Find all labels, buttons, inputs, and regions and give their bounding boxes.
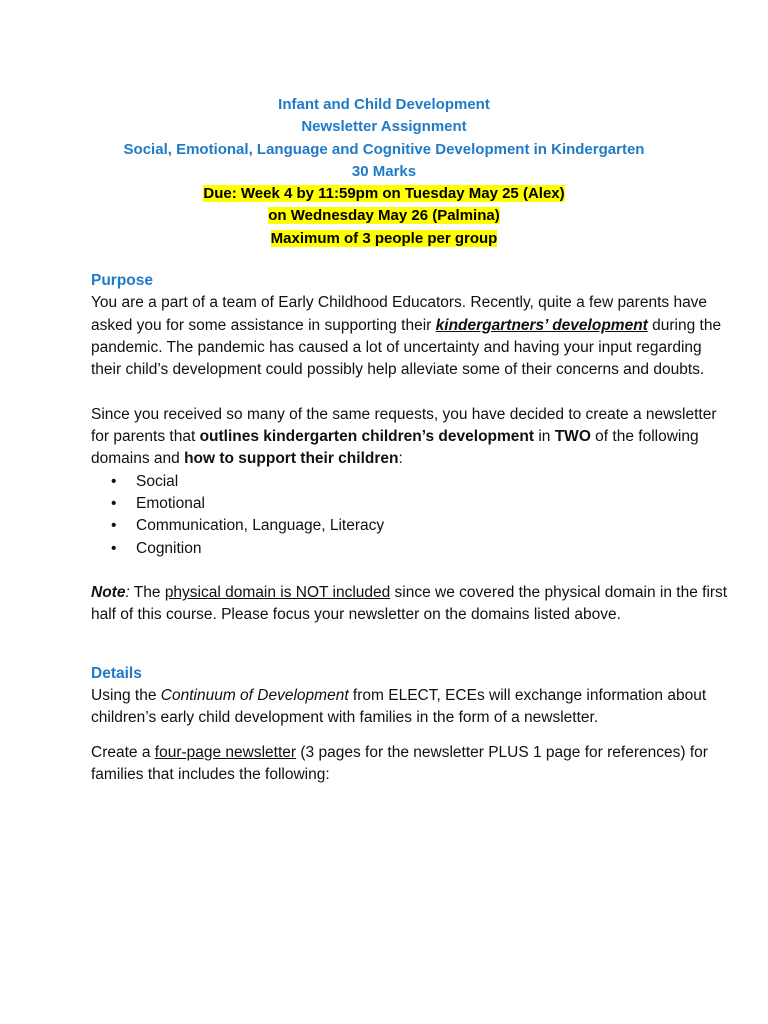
- list-item: • Emotional: [111, 493, 731, 515]
- due-date-highlight-2: on Wednesday May 26 (Palmina): [268, 207, 500, 225]
- bullet-icon: •: [111, 539, 117, 557]
- details-paragraph-1: Using the Continuum of Development from ELECT, ECEs will exchange information about children’s early child development with families in the form of a newsletter.: [91, 687, 707, 727]
- paragraph-gap: [91, 730, 731, 742]
- kindergartners-development-emphasis: kindergartners’ development: [435, 316, 648, 334]
- four-page-newsletter: four-page newsletter: [154, 743, 297, 761]
- domain-list: [91, 471, 731, 560]
- purpose-paragraph-2: Since you received so many of the same requests, you have decided to create a newsletter for parents that outlines kindergarten children’s development in TWO of the following domains and how to support their children:: [91, 405, 717, 468]
- note-paragraph: Note: The physical domain is NOT included since we covered the physical domain in the first half of this course. Please focus your newsletter on the domains listed above.: [91, 584, 728, 624]
- group-limit-line: [0, 228, 768, 250]
- purpose-heading: Purpose: [91, 272, 154, 289]
- section-gap: [91, 627, 731, 663]
- bullet-icon: •: [111, 472, 117, 490]
- list-item: • Social: [111, 471, 731, 493]
- group-limit-highlight: Maximum of 3 people per group: [270, 229, 498, 247]
- continuum-of-development: Continuum of Development: [160, 687, 349, 705]
- list-item: • Communication, Language, Literacy: [111, 515, 731, 537]
- list-item: • Cognition: [111, 538, 731, 560]
- paragraph-gap: [91, 381, 731, 403]
- note-label: Note: [91, 584, 126, 602]
- due-date-line-2: [0, 205, 768, 227]
- details-paragraph-2: Create a four-page newsletter (3 pages for the newsletter PLUS 1 page for references) for families that includes the following:: [91, 743, 708, 783]
- assignment-header: [0, 94, 768, 250]
- bullet-icon: •: [111, 494, 117, 512]
- course-title: Infant and Child Development: [278, 96, 490, 113]
- purpose-paragraph-1: You are a part of a team of Early Childhood Educators. Recently, quite a few parents have asked you for some assistance in supporting their kindergartners’ development during the pandemic. The pandemic has caused a lot of uncertainty and having your input regarding their child’s development could possibly help alleviate some of their concerns and doubts.: [91, 294, 722, 379]
- paragraph-gap: [91, 560, 731, 582]
- details-heading: Details: [91, 664, 142, 682]
- bullet-icon: •: [111, 517, 117, 535]
- assignment-topic: Social, Emotional, Language and Cognitive Development in Kindergarten: [123, 140, 645, 158]
- assignment-marks: 30 Marks: [351, 162, 417, 180]
- assignment-title: Newsletter Assignment: [301, 118, 467, 136]
- document-body: [91, 270, 731, 786]
- due-date-highlight-1: Due: Week 4 by 11:59pm on Tuesday May 25 (Alex): [203, 185, 565, 203]
- physical-domain-excluded: physical domain is NOT included: [164, 584, 391, 602]
- due-date-line-1: [0, 183, 768, 205]
